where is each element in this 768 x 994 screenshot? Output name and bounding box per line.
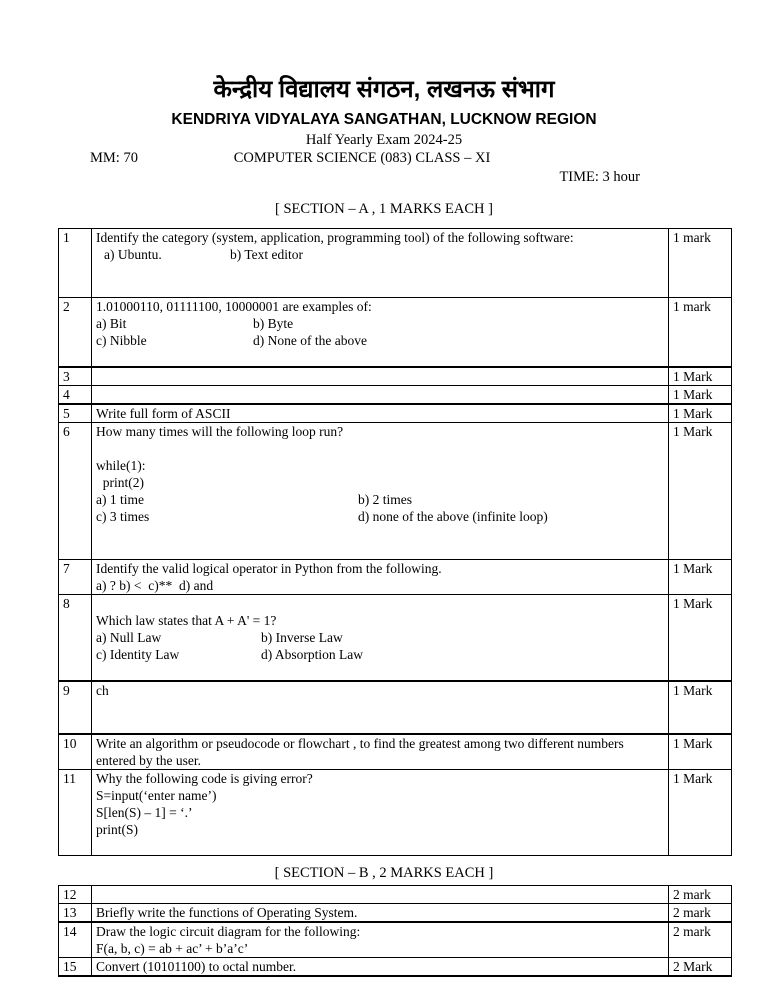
question-text bbox=[92, 298, 669, 368]
option-left: a) 1 time bbox=[96, 492, 144, 507]
question-line bbox=[96, 595, 664, 612]
question-row bbox=[59, 560, 732, 595]
question-row bbox=[59, 404, 732, 423]
question-text bbox=[92, 770, 669, 856]
question-text bbox=[92, 886, 669, 904]
question-line: S=input(‘enter name’) bbox=[96, 788, 217, 803]
question-text bbox=[92, 404, 669, 423]
question-line bbox=[96, 699, 664, 716]
question-line bbox=[96, 886, 664, 903]
max-marks: MM: 70 bbox=[90, 150, 138, 166]
question-line bbox=[96, 440, 664, 457]
question-line: print(S) bbox=[96, 822, 138, 837]
question-marks: 1 mark bbox=[669, 298, 732, 368]
section-a bbox=[0, 201, 768, 856]
question-number: 2 bbox=[59, 298, 92, 368]
subject-class: COMPUTER SCIENCE (083) CLASS – XI bbox=[233, 150, 491, 166]
question-number: 5 bbox=[59, 404, 92, 423]
question-marks: 1 Mark bbox=[669, 595, 732, 682]
question-line bbox=[96, 368, 664, 385]
question-line bbox=[96, 349, 664, 366]
option-left: c) Identity Law bbox=[96, 647, 180, 662]
question-line: Briefly write the functions of Operating System. bbox=[96, 905, 358, 920]
organization-title-hindi: केन्द्रीय विद्यालय संगठन, लखनऊ संभाग bbox=[213, 76, 555, 103]
question-number: 14 bbox=[59, 922, 92, 958]
question-number: 4 bbox=[59, 386, 92, 405]
option-left: c) 3 times bbox=[96, 509, 150, 524]
question-line bbox=[96, 263, 664, 280]
option-left: c) Nibble bbox=[96, 333, 147, 348]
question-text bbox=[92, 922, 669, 958]
question-row bbox=[59, 423, 732, 560]
question-text bbox=[92, 734, 669, 770]
question-number: 15 bbox=[59, 958, 92, 977]
option-left: a) Ubuntu. bbox=[104, 247, 162, 262]
question-line bbox=[96, 629, 664, 646]
question-line: Convert (10101100) to octal number. bbox=[96, 959, 297, 974]
question-line bbox=[96, 491, 664, 508]
option-right: b) 2 times bbox=[358, 492, 412, 507]
question-line: F(a, b, c) = ab + ac’ + b’a’c’ bbox=[96, 941, 249, 956]
question-line: print(2) bbox=[96, 475, 144, 490]
question-marks: 1 Mark bbox=[669, 681, 732, 734]
question-number: 3 bbox=[59, 367, 92, 386]
exam-time: TIME: 3 hour bbox=[559, 169, 640, 185]
question-line: How many times will the following loop run? bbox=[96, 424, 344, 439]
option-left: a) Null Law bbox=[96, 630, 162, 645]
question-number: 6 bbox=[59, 423, 92, 560]
question-row bbox=[59, 886, 732, 904]
question-line: Write full form of ASCII bbox=[96, 406, 231, 421]
question-line bbox=[96, 508, 664, 525]
question-marks: 2 mark bbox=[669, 922, 732, 958]
question-text bbox=[92, 229, 669, 298]
question-line: Draw the logic circuit diagram for the following: bbox=[96, 924, 361, 939]
question-line: while(1): bbox=[96, 458, 146, 473]
question-text bbox=[92, 958, 669, 977]
exam-header bbox=[0, 74, 768, 186]
question-marks: 1 Mark bbox=[669, 423, 732, 560]
question-line: Which law states that A + A' = 1? bbox=[96, 613, 277, 628]
question-line bbox=[96, 280, 664, 297]
question-marks: 1 Mark bbox=[669, 560, 732, 595]
question-number: 12 bbox=[59, 886, 92, 904]
option-right: d) None of the above bbox=[253, 333, 367, 348]
option-right: b) Inverse Law bbox=[261, 630, 343, 645]
question-number: 8 bbox=[59, 595, 92, 682]
question-line: S[len(S) – 1] = ‘.’ bbox=[96, 805, 193, 820]
section-b bbox=[0, 865, 768, 977]
question-text bbox=[92, 904, 669, 923]
option-right: d) none of the above (infinite loop) bbox=[358, 509, 548, 524]
question-row bbox=[59, 958, 732, 977]
question-number: 11 bbox=[59, 770, 92, 856]
question-line: Why the following code is giving error? bbox=[96, 771, 313, 786]
section-a-heading: [ SECTION – A , 1 MARKS EACH ] bbox=[275, 201, 493, 217]
question-marks: 2 Mark bbox=[669, 958, 732, 977]
question-text bbox=[92, 560, 669, 595]
question-row bbox=[59, 229, 732, 298]
question-marks: 1 Mark bbox=[669, 404, 732, 423]
question-line bbox=[96, 246, 664, 263]
question-row bbox=[59, 770, 732, 856]
question-line bbox=[96, 838, 664, 855]
section-a-table bbox=[58, 228, 732, 856]
question-marks: 1 mark bbox=[669, 229, 732, 298]
question-row bbox=[59, 595, 732, 682]
question-text bbox=[92, 386, 669, 405]
question-text bbox=[92, 367, 669, 386]
exam-name: Half Yearly Exam 2024-25 bbox=[305, 132, 463, 148]
question-text bbox=[92, 595, 669, 682]
question-line bbox=[96, 386, 664, 403]
question-line bbox=[96, 646, 664, 663]
question-row bbox=[59, 904, 732, 923]
organization-title-english: KENDRIYA VIDYALAYA SANGATHAN, LUCKNOW REGION bbox=[171, 111, 597, 128]
question-number: 9 bbox=[59, 681, 92, 734]
question-row bbox=[59, 367, 732, 386]
question-line: Identify the valid logical operator in Python from the following. bbox=[96, 561, 442, 576]
question-marks: 1 Mark bbox=[669, 386, 732, 405]
question-line: Identify the category (system, application, programming tool) of the following software: bbox=[96, 230, 574, 245]
question-line bbox=[96, 716, 664, 733]
question-marks: 1 Mark bbox=[669, 367, 732, 386]
question-line bbox=[96, 315, 664, 332]
question-number: 7 bbox=[59, 560, 92, 595]
question-text bbox=[92, 423, 669, 560]
time-row bbox=[0, 169, 768, 186]
question-row bbox=[59, 681, 732, 734]
question-line bbox=[96, 332, 664, 349]
question-line: 1.01000110, 01111100, 10000001 are examples of: bbox=[96, 299, 372, 314]
question-marks: 2 mark bbox=[669, 904, 732, 923]
question-line bbox=[96, 542, 664, 559]
question-number: 10 bbox=[59, 734, 92, 770]
question-marks: 2 mark bbox=[669, 886, 732, 904]
question-text bbox=[92, 681, 669, 734]
option-left: a) Bit bbox=[96, 316, 127, 331]
question-row bbox=[59, 734, 732, 770]
question-row bbox=[59, 298, 732, 368]
question-marks: 1 Mark bbox=[669, 770, 732, 856]
question-line: ch bbox=[96, 683, 109, 698]
question-line bbox=[96, 663, 664, 680]
option-right: b) Byte bbox=[253, 316, 294, 331]
question-row bbox=[59, 386, 732, 405]
question-number: 1 bbox=[59, 229, 92, 298]
question-line: Write an algorithm or pseudocode or flowchart , to find the greatest among two different numbers entered by the user. bbox=[96, 736, 628, 768]
option-right: d) Absorption Law bbox=[261, 647, 363, 662]
marks-subject-row bbox=[0, 150, 768, 167]
question-marks: 1 Mark bbox=[669, 734, 732, 770]
option-right: b) Text editor bbox=[230, 247, 304, 262]
question-line bbox=[96, 525, 664, 542]
question-line: a) ? b) < c)** d) and bbox=[96, 578, 214, 593]
question-number: 13 bbox=[59, 904, 92, 923]
section-b-heading: [ SECTION – B , 2 MARKS EACH ] bbox=[274, 865, 494, 881]
section-b-table bbox=[58, 885, 732, 977]
question-row bbox=[59, 922, 732, 958]
